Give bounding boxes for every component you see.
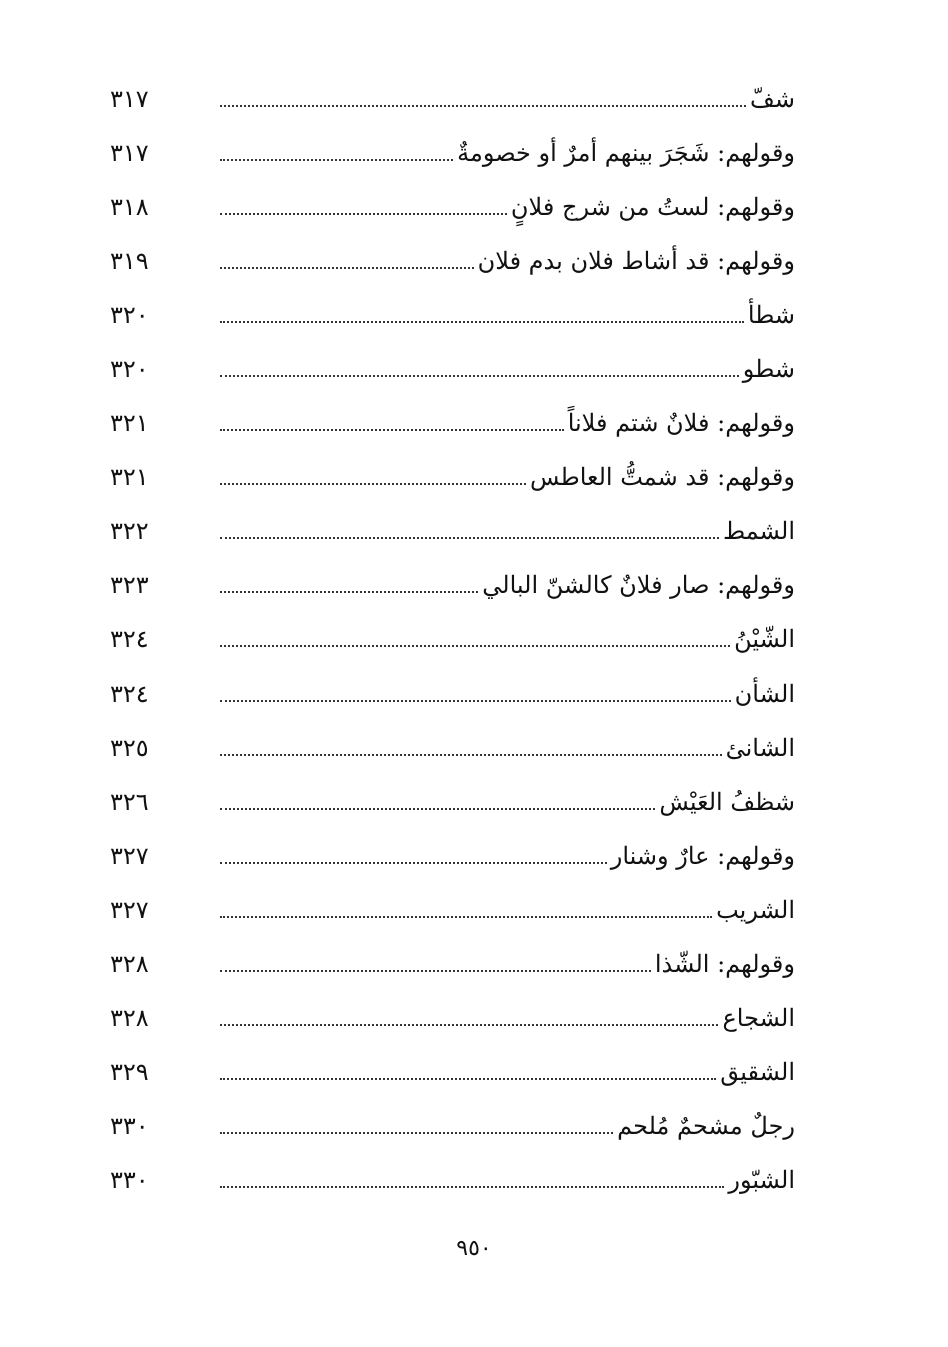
toc-entry — [110, 288, 795, 342]
entry-title: شظفُ العَيْش — [659, 787, 795, 816]
entry-title: الشبّور — [728, 1165, 795, 1194]
entry-title: وقولهم: صار فلانٌ كالشنّ البالي — [482, 571, 795, 600]
dot-leader — [220, 808, 655, 810]
dot-leader — [220, 213, 507, 215]
toc-entry — [110, 775, 795, 829]
toc-entry — [110, 558, 795, 612]
dot-leader — [220, 1078, 716, 1080]
toc-entry — [110, 991, 795, 1045]
entry-page-number: ٣٢١ — [110, 463, 149, 492]
entry-page-number: ٣٢٤ — [110, 625, 149, 654]
entry-page-number: ٣٢٨ — [110, 949, 149, 978]
dot-leader — [220, 429, 564, 431]
entry-page-number: ٣٢٨ — [110, 1003, 149, 1032]
entry-title: وقولهم: عارٌ وشنار — [610, 841, 795, 870]
toc-entry — [110, 721, 795, 775]
entry-page-number: ٣٢٦ — [110, 787, 149, 816]
toc-entry — [110, 883, 795, 937]
toc-entry — [110, 396, 795, 450]
toc-entry — [110, 1153, 795, 1207]
entry-title: الشّيْنُ — [734, 625, 795, 654]
entry-page-number: ٣١٧ — [110, 85, 149, 114]
dot-leader — [220, 1132, 613, 1134]
entry-title: شطو — [742, 355, 795, 384]
toc-entry — [110, 126, 795, 180]
entry-page-number: ٣٢٧ — [110, 841, 149, 870]
entry-title: شطأ — [747, 301, 795, 330]
dot-leader — [220, 916, 712, 918]
toc-entry — [110, 504, 795, 558]
entry-page-number: ٣٣٠ — [110, 1111, 149, 1140]
entry-title: الشجاع — [722, 1003, 795, 1032]
toc-entry — [110, 450, 795, 504]
dot-leader — [220, 267, 474, 269]
toc-entry — [110, 829, 795, 883]
entry-page-number: ٣١٩ — [110, 247, 149, 276]
dot-leader — [220, 700, 731, 702]
entry-title: الشانئ — [725, 733, 795, 762]
toc-entry — [110, 612, 795, 666]
entry-title: الشريب — [716, 895, 795, 924]
dot-leader — [220, 321, 744, 323]
entry-title: وقولهم: لستُ من شرج فلانٍ — [510, 193, 795, 222]
entry-page-number: ٣٢١ — [110, 409, 149, 438]
dot-leader — [220, 483, 526, 485]
entry-page-number: ٣٢٩ — [110, 1057, 149, 1086]
entry-page-number: ٣٢٠ — [110, 301, 149, 330]
entry-title: وقولهم: قد شمتُّ العاطس — [530, 463, 795, 492]
toc-entry — [110, 1045, 795, 1099]
toc-entry — [110, 937, 795, 991]
dot-leader — [220, 537, 719, 539]
toc-entry — [110, 72, 795, 126]
entry-page-number: ٣٢٧ — [110, 895, 149, 924]
entry-page-number: ٣٢٣ — [110, 571, 149, 600]
entry-title: الشأن — [734, 679, 795, 708]
entry-title: شفّ — [750, 85, 795, 114]
toc-entry — [110, 342, 795, 396]
dot-leader — [220, 645, 730, 647]
entry-title: الشقيق — [720, 1057, 795, 1086]
toc-entry — [110, 1099, 795, 1153]
dot-leader — [220, 159, 453, 161]
toc-entry — [110, 234, 795, 288]
entry-title: وقولهم: فلانٌ شتم فلاناً — [567, 409, 795, 438]
entry-page-number: ٣٢٤ — [110, 679, 149, 708]
entry-page-number: ٣٢٠ — [110, 355, 149, 384]
dot-leader — [220, 1186, 724, 1188]
toc-entry — [110, 667, 795, 721]
entry-title: رجلٌ مشحمٌ مُلحم — [617, 1111, 795, 1140]
dot-leader — [220, 970, 651, 972]
dot-leader — [220, 1024, 718, 1026]
entry-page-number: ٣١٨ — [110, 193, 149, 222]
entry-page-number: ٣٢٥ — [110, 733, 149, 762]
entry-title: الشمط — [722, 517, 795, 546]
entry-title: وقولهم: قد أشاط فلان بدم فلان — [477, 247, 795, 276]
entry-page-number: ٣٢٢ — [110, 517, 149, 546]
toc-entry — [110, 180, 795, 234]
entry-title: وقولهم: الشّذا — [654, 949, 795, 978]
dot-leader — [220, 375, 739, 377]
entry-page-number: ٣٣٠ — [110, 1165, 149, 1194]
dot-leader — [220, 591, 478, 593]
entry-page-number: ٣١٧ — [110, 139, 149, 168]
dot-leader — [220, 754, 722, 756]
dot-leader — [220, 105, 746, 107]
entry-title: وقولهم: شَجَرَ بينهم أمرٌ أو خصومةٌ — [457, 139, 795, 168]
page-number: ٩٥٠ — [456, 1236, 492, 1261]
table-of-contents — [110, 72, 795, 1207]
dot-leader — [220, 862, 607, 864]
